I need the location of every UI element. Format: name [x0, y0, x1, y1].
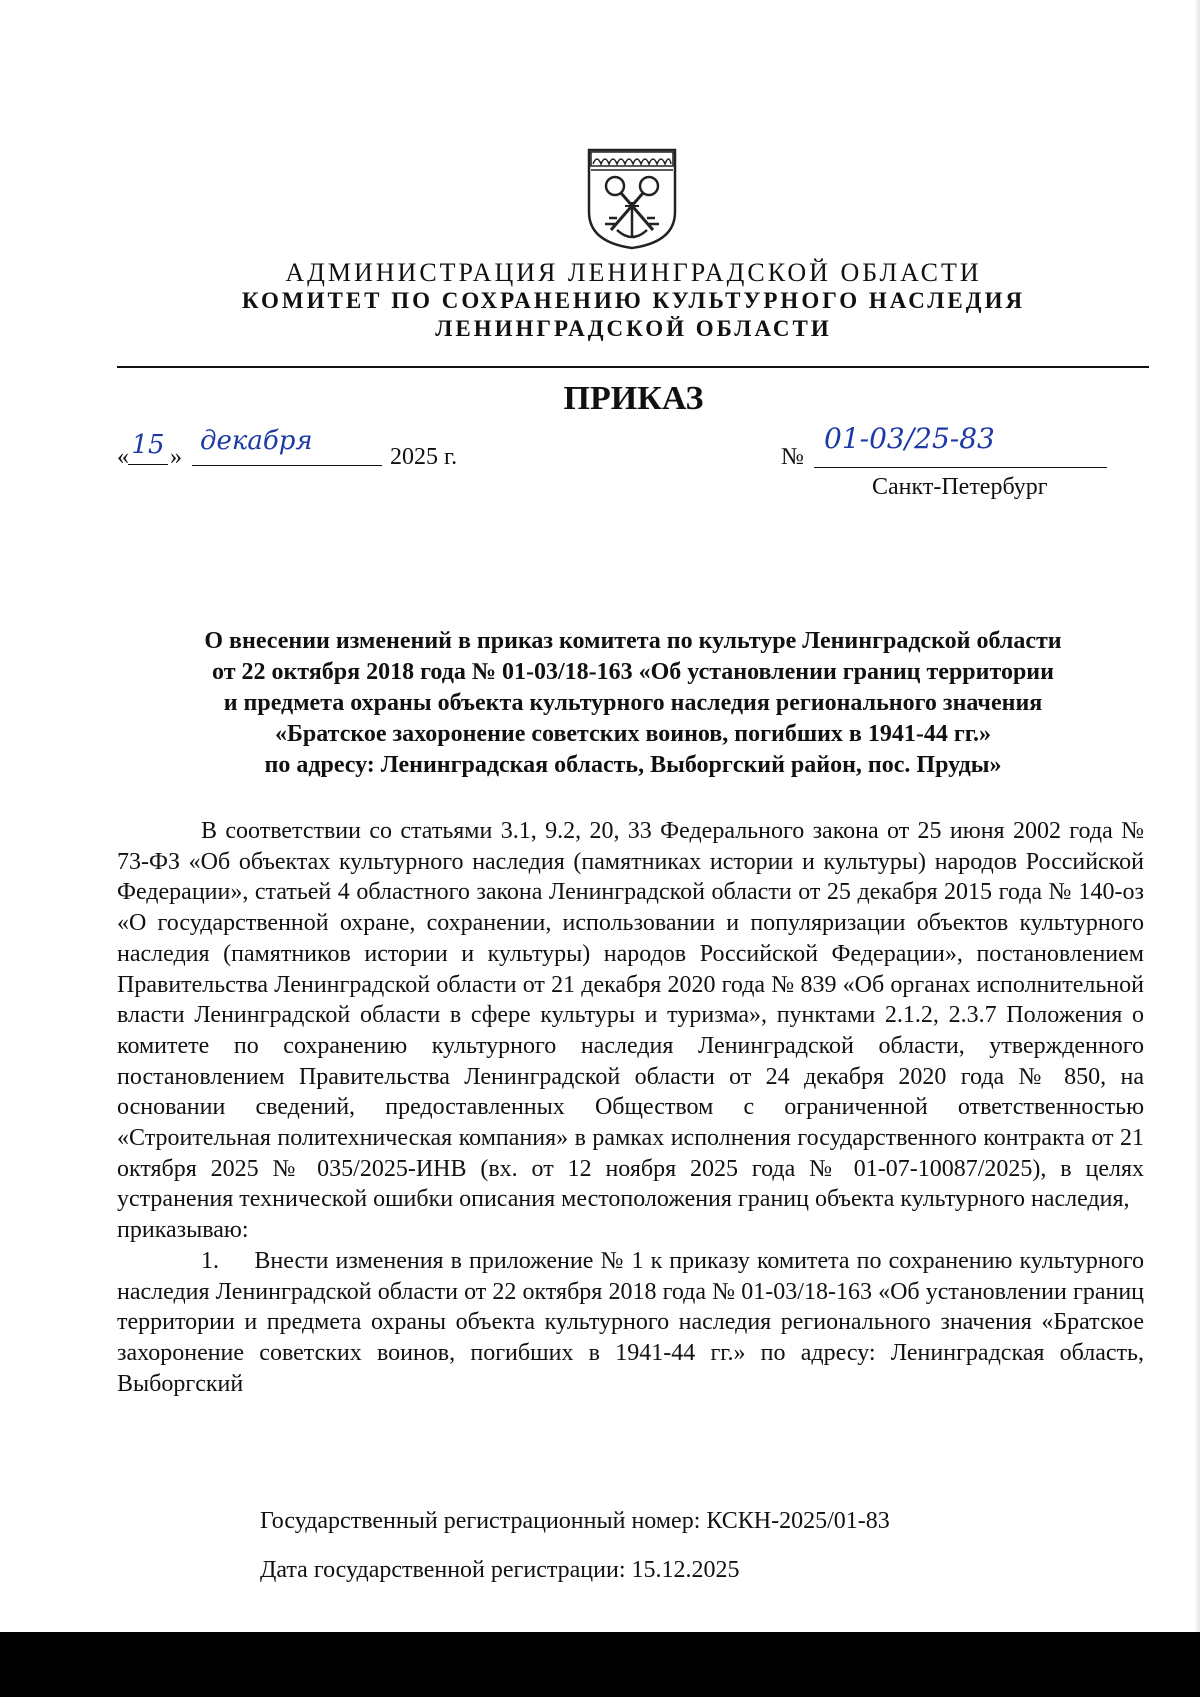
date-quote-close: » [170, 444, 182, 470]
coat-of-arms-icon [585, 146, 679, 252]
order-number: 01-03/25-83 [814, 422, 1107, 468]
committee-title-line2: ЛЕНИНГРАДСКОЙ ОБЛАСТИ [435, 316, 832, 341]
order-city: Санкт-Петербург [872, 474, 1048, 500]
subject-line: и предмета охраны объекта культурного наследия регионального значения [223, 690, 1043, 716]
subject-line: от 22 октября 2018 года № 01-03/18-163 «Об установлении границ территории [212, 659, 1054, 685]
administration-title: АДМИНИСТРАЦИЯ ЛЕНИНГРАДСКОЙ ОБЛАСТИ [285, 258, 982, 287]
date-quote-open: « [117, 444, 129, 470]
subject-line: О внесении изменений в приказ комитета по культуре Ленинградской области [204, 628, 1062, 654]
subject-line: «Братское захоронение советских воинов, погибших в 1941-44 гг.» [275, 721, 991, 747]
order-year: 2025 г. [390, 444, 458, 470]
order-number-label: № [781, 444, 804, 470]
order-directive: приказываю: [117, 1217, 249, 1244]
committee-title-line1: КОМИТЕТ ПО СОХРАНЕНИЮ КУЛЬТУРНОГО НАСЛЕДИЯ [241, 288, 1026, 313]
registration-date: Дата государственной регистрации: 15.12.2025 [260, 1557, 740, 1583]
registration-number: Государственный регистрационный номер: КСКН-2025/01-83 [260, 1508, 890, 1534]
order-subject [117, 626, 1149, 781]
scan-bottom-border [0, 1632, 1200, 1697]
order-month: декабря [192, 426, 382, 466]
order-day: 15 [128, 430, 168, 465]
scan-edge-shadow [1194, 0, 1200, 1632]
order-title: ПРИКАЗ [563, 380, 704, 417]
header-divider [117, 366, 1149, 368]
order-item-1: 1. Внести изменения в приложение № 1 к приказу комитета по сохранению культурного наследия Ленинградской области от 22 октября 2018 года № 01-03/18-163 «Об установлении границ территории и предмета охраны объекта культурного наследия регионального значения «Братское захоронение советских воинов, погибших в 1941-44 гг.» по адресу: Ленинградская область, Выборгский [117, 1247, 1150, 1397]
preamble-paragraph: В соответствии со статьями 3.1, 9.2, 20, 33 Федерального закона от 25 июня 2002 года № 73-ФЗ «Об объектах культурного наследия (памятниках истории и культуры) народов Российской Федерации», статьей 4 областного закона Ленинградской области от 25 декабря 2015 года № 140-оз «О государственной охране, сохранении, использовании и популяризации объектов культурного наследия (памятников истории и культуры) народов Российской Федерации», постановлением Правительства Ленинградской области от 21 декабря 2020 года № 839 «Об органах исполнительной власти Ленинградской области в сфере культуры и туризма», пунктами 2.1.2, 2.3.7 Положения о комитете по сохранению культурного наследия Ленинградской области, утвержденного постановлением Правительства Ленинградской области от 24 декабря 2020 года № 850, на основании сведений, предоставленных Обществом с ограниченной ответственностью «Строительная политехническая компания» в рамках исполнения государственного контракта от 21 октября 2025 № 035/2025-ИНВ (вх. от 12 ноября 2025 года № 01-07-10087/2025), в целях устранения технической ошибки описания местоположения границ объекта культурного наследия, [117, 818, 1144, 1213]
order-body [117, 816, 1150, 1399]
subject-line: по адресу: Ленинградская область, Выборгский район, пос. Пруды» [264, 752, 1002, 778]
